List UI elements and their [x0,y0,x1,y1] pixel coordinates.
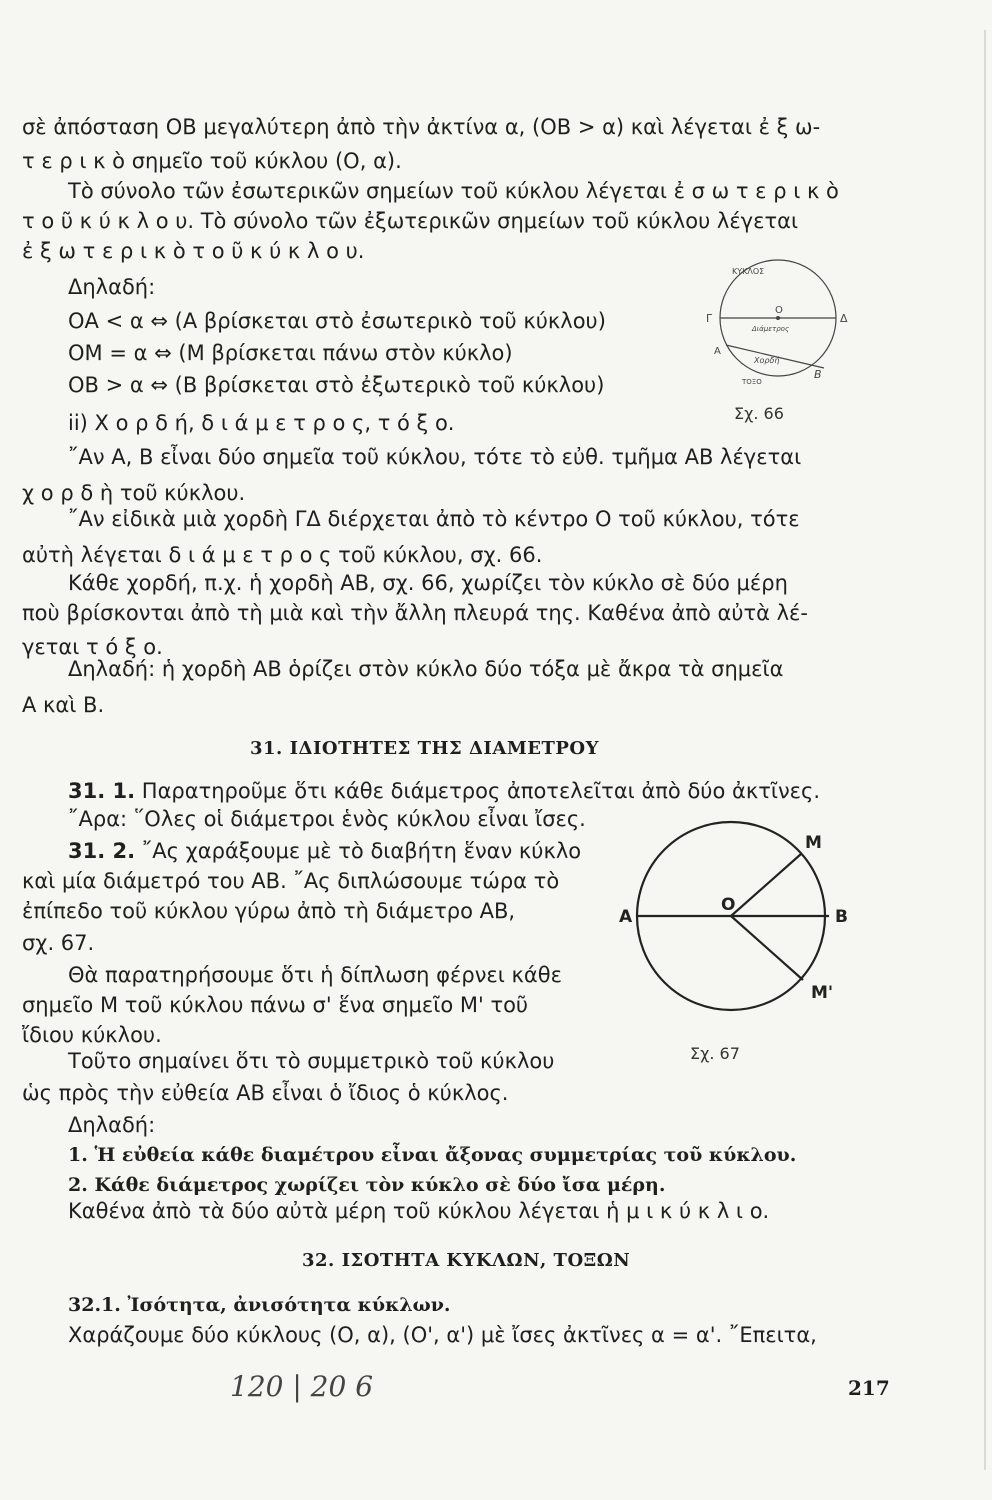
paragraph-text: ῎Ας χαράξουμε μὲ τὸ διαβήτη ἕναν κύκλο [141,839,582,863]
paragraph-number: 31. 1. [68,779,136,803]
fig67-label-m: Μ [805,833,822,853]
fig67-label-b: Β [835,907,848,927]
text-line: ῎Αρα: ῞Ολες οἱ διάμετροι ἑνὸς κύκλου εἶναι ἴσες. [68,807,586,831]
fig66-label-gamma: Γ [706,312,713,325]
fig66-label-diametros: Διάμετρος [752,325,790,333]
text-line: καὶ μία διάμετρό του ΑΒ. ῎Ας διπλώσουμε τώρα τὸ [22,869,560,893]
subsection-heading-32-1: 32.1. Ἰσότητα, ἀνισότητα κύκλων. [68,1294,451,1316]
text-line: ἐπίπεδο τοῦ κύκλου γύρω ἀπὸ τὴ διάμετρο ΑΒ, [22,899,516,923]
text-line: ποὺ βρίσκονται ἀπὸ τὴ μιὰ καὶ τὴν ἄλλη πλευρά της. Καθένα ἀπὸ αὐτὰ λέ- [22,601,808,625]
page-edge-shadow [984,30,986,1470]
text-line: σχ. 67. [22,931,95,955]
text-line: τ ο ῦ κ ύ κ λ ο υ. Τὸ σύνολο τῶν ἐξωτερικῶν σημείων τοῦ κύκλου λέγεται [22,209,799,233]
text-line: ὡς πρὸς τὴν εὐθεία ΑΒ εἶναι ὁ ἴδιος ὁ κύκλος. [22,1081,509,1105]
fig66-label-kyklos: ΚΥΚΛΟΣ [732,267,765,276]
text-line: ῎Αν Α, Β εἶναι δύο σημεῖα τοῦ κύκλου, τότε τὸ εὐθ. τμῆμα ΑΒ λέγεται [68,445,802,469]
section-heading-32: 32. ΙΣΟΤΗΤΑ ΚΥΚΛΩΝ, ΤΟΞΩΝ [302,1250,631,1271]
text-line: Δηλαδή: [68,275,156,299]
paragraph-31-1 [68,776,820,806]
text-line: γεται τ ό ξ ο. [22,635,163,659]
text-line: ἐ ξ ω τ ε ρ ι κ ὸ τ ο ῦ κ ύ κ λ ο υ. [22,239,365,263]
page-number: 217 [848,1376,890,1400]
fig67-radius-om2 [731,916,803,980]
figure-67 [615,818,848,1018]
fig67-label-m-prime: Μ' [811,983,834,1003]
text-line: ii) Χ ο ρ δ ή, δ ι ά μ ε τ ρ ο ς, τ ό ξ ο. [68,411,455,435]
fig67-label-o: Ο [721,895,736,915]
fig66-label-toxo: ΤΟΞΟ [742,378,762,386]
fig67-label-a: Α [619,907,633,927]
fig67-radius-om [731,854,801,916]
fig66-label-o: Ο [775,305,783,316]
fig66-label-a: Α [714,346,721,357]
handwritten-note: 120 | 20 6 [230,1370,374,1403]
text-line: ΟΜ = α ⇔ (Μ βρίσκεται πάνω στὸν κύκλο) [68,341,513,365]
fig66-label-chordi: Χορδή [754,356,780,365]
figure-66 [700,250,860,400]
paragraph-text: Παρατηροῦμε ὅτι κάθε διάμετρος ἀποτελεῖται ἀπὸ δύο ἀκτῖνες. [141,779,821,803]
figure-66-caption: Σχ. 66 [734,404,784,423]
text-line: Τοῦτο σημαίνει ὅτι τὸ συμμετρικὸ τοῦ κύκλου [68,1049,555,1073]
text-line: ἴδιου κύκλου. [22,1023,162,1047]
text-line: Α καὶ Β. [22,693,105,717]
figure-67-caption: Σχ. 67 [690,1044,740,1063]
section-heading-31: 31. ΙΔΙΟΤΗΤΕΣ ΤΗΣ ΔΙΑΜΕΤΡΟΥ [250,738,599,759]
text-line: Δηλαδή: [68,1113,156,1137]
rule-1: 1. Ἡ εὐθεία κάθε διαμέτρου εἶναι ἄξονας συμμετρίας τοῦ κύκλου. [68,1144,797,1166]
text-line: Δηλαδή: ἡ χορδὴ ΑΒ ὁρίζει στὸν κύκλο δύο τόξα μὲ ἄκρα τὰ σημεῖα [68,657,784,681]
paragraph-number: 31. 2. [68,839,136,863]
text-line: σὲ ἀπόσταση ΟΒ μεγαλύτερη ἀπὸ τὴν ἀκτίνα α, (ΟΒ > α) καὶ λέγεται ἐ ξ ω- [22,115,821,139]
text-line: ΟΑ < α ⇔ (Α βρίσκεται στὸ ἐσωτερικὸ τοῦ κύκλου) [68,309,606,333]
text-line: Τὸ σύνολο τῶν ἐσωτερικῶν σημείων τοῦ κύκλου λέγεται ἐ σ ω τ ε ρ ι κ ὸ [68,179,839,203]
rule-2: 2. Κάθε διάμετρος χωρίζει τὸν κύκλο σὲ δύο ἴσα μέρη. [68,1174,666,1196]
text-line: σημεῖο Μ τοῦ κύκλου πάνω σ' ἕνα σημεῖο Μ' τοῦ [22,993,529,1017]
fig66-center-dot [776,316,780,320]
text-line: χ ο ρ δ ὴ τοῦ κύκλου. [22,481,246,505]
text-line: Καθένα ἀπὸ τὰ δύο αὐτὰ μέρη τοῦ κύκλου λέγεται ἡ μ ι κ ύ κ λ ι ο. [68,1199,770,1223]
text-line: Χαράζουμε δύο κύκλους (Ο, α), (Ο', α') μὲ ἴσες ἀκτῖνες α = α'. ῎Επειτα, [68,1323,817,1347]
paragraph-31-2 [68,836,581,866]
text-line: ΟΒ > α ⇔ (Β βρίσκεται στὸ ἐξωτερικὸ τοῦ κύκλου) [68,373,605,397]
text-line: ῎Αν εἰδικὰ μιὰ χορδὴ ΓΔ διέρχεται ἀπὸ τὸ κέντρο Ο τοῦ κύκλου, τότε [68,507,800,531]
text-line: αὐτὴ λέγεται δ ι ά μ ε τ ρ ο ς τοῦ κύκλου, σχ. 66. [22,543,543,567]
fig66-label-b: Β [814,368,822,381]
text-line: Θὰ παρατηρήσουμε ὅτι ἡ δίπλωση φέρνει κάθε [68,963,562,987]
text-line: Κάθε χορδή, π.χ. ἡ χορδὴ ΑΒ, σχ. 66, χωρίζει τὸν κύκλο σὲ δύο μέρη [68,571,788,595]
text-line: τ ε ρ ι κ ὸ σημεῖο τοῦ κύκλου (Ο, α). [22,149,402,173]
fig66-label-delta: Δ [840,312,848,325]
